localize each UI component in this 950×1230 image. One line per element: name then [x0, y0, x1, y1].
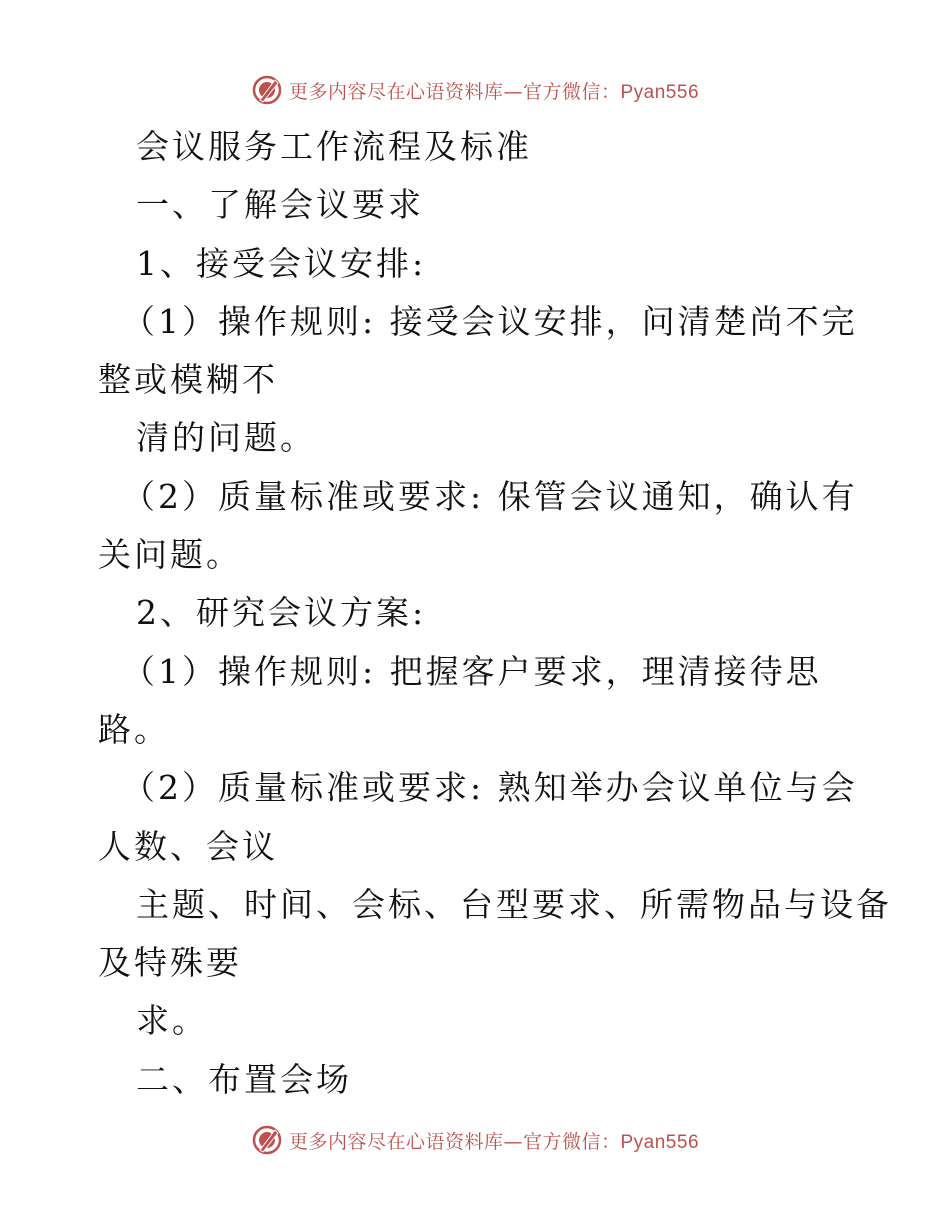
header-watermark — [0, 70, 950, 110]
document-title: 会议服务工作流程及标准 — [136, 127, 532, 166]
paragraph-line: 路。 — [98, 710, 170, 749]
pen-seal-logo-icon — [251, 1124, 283, 1156]
watermark-text: 更多内容尽在心语资料库—官方微信：Pyan556 — [288, 1130, 700, 1153]
footer-watermark — [0, 1120, 950, 1160]
subsection-heading: 2、研究会议方案: — [136, 593, 427, 632]
subsection-heading: 1、接受会议安排: — [136, 244, 427, 283]
paragraph-line: 整或模糊不 — [98, 360, 278, 399]
paragraph-line: （2）质量标准或要求: 保管会议通知，确认有 — [122, 477, 858, 516]
paragraph-line: 清的问题。 — [136, 418, 316, 457]
paragraph-line: 关问题。 — [98, 535, 242, 574]
paragraph-line: 及特殊要 — [98, 943, 242, 982]
section-heading: 一、了解会议要求 — [136, 185, 424, 224]
paragraph-line: （1）操作规则: 接受会议安排，问清楚尚不完 — [122, 302, 858, 341]
watermark-id: Pyan556 — [620, 1131, 700, 1153]
paragraph-line: 主题、时间、会标、台型要求、所需物品与设备 — [136, 885, 892, 924]
paragraph-line: （2）质量标准或要求: 熟知举办会议单位与会 — [122, 768, 858, 807]
watermark-id: Pyan556 — [620, 81, 700, 103]
pen-seal-logo-icon — [251, 74, 283, 106]
section-heading: 二、布置会场 — [136, 1060, 352, 1099]
paragraph-line: 求。 — [136, 1001, 208, 1040]
paragraph-line: （1）操作规则: 把握客户要求，理清接待思 — [122, 652, 822, 691]
watermark-text: 更多内容尽在心语资料库—官方微信：Pyan556 — [288, 80, 700, 103]
paragraph-line: 人数、会议 — [98, 827, 278, 866]
